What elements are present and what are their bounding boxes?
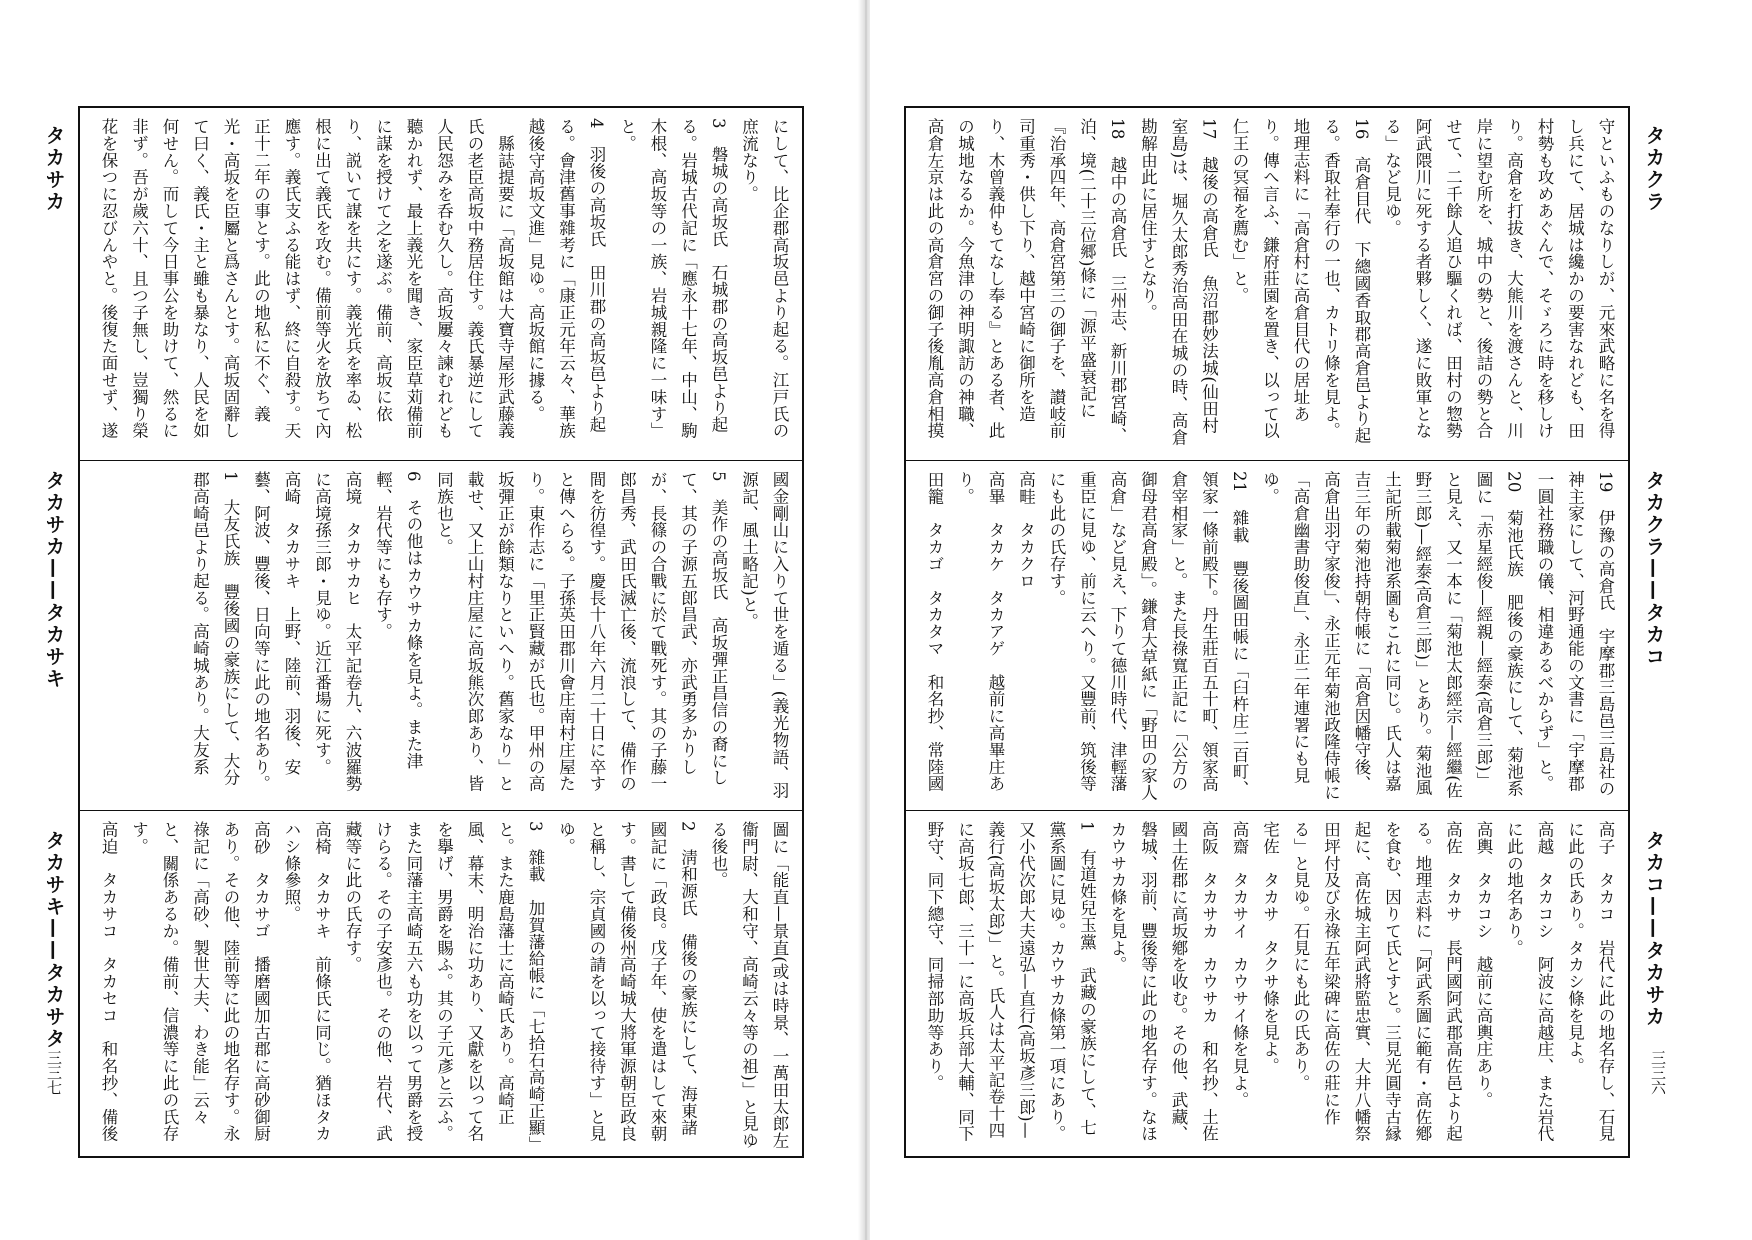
right-page bbox=[870, 0, 1752, 1240]
right-text-frame bbox=[904, 106, 1630, 1158]
left-band-top-text: にして、比企郡高坂邑より起る。江戸氏の庶流なり。 3 磐城の高坂氏 石城郡の高坂邑より起る。岩城古代記に「應永十七年、中山、駒木根、高坂等の一族、岩城親隆に一味す」と。 4 羽後の高坂氏 田川郡の高坂邑より起る。會津舊事雜考に「康正元年云々、華族越後守高坂文進」見ゆ。高坂館に據る。 縣誌提要に「高坂館は大寶寺屋形武藤義氏の老臣高坂中務居住す。義氏暴逆にして人民怨みを呑む久し。高坂屢々諫むれども聽かれず、最上義光を聞き、家臣草苅備前に謀を授けて之を遂ぶ。備前、高坂に依り、説いて謀を共にす。義光兵を率ゐ、松根に出て義氏を攻む。備前等火を放ちて內應す。義氏支ふる能はず、終に自殺す。天正十二年の事とす。此の地私に不ぐ、義光・高坂を臣屬と爲さんとす。高坂固辭して曰く、義氏・主と雖も暴なり、人民を如何せん。而して今日事公を助けて、然るに非ず。吾が歲六十、且つ子無し、豈獨り榮花を保つに忍びんやと。後復た面せず、遂 bbox=[99, 118, 789, 440]
right-side-header-2: タカクラ——タカコ bbox=[1642, 470, 1666, 668]
left-band-middle bbox=[80, 460, 802, 809]
right-page-number: 三三六 bbox=[1649, 1050, 1667, 1095]
right-band-bottom-text: 高子 タカコ 岩代に此の地名存し、石見に此の氏あり。タカシ條を見よ。 高越 タカコシ 阿波に高越庄、また岩代に此の地名あり。 高輿 タカコシ 越前に高輿庄あり。 高佐 タカサ 長門國阿武郡高佐邑より起る。地理志料に「阿武系圖に範有・高佐鄕を食む、因りて氏とすと。三見光圓寺古縁起に、高佐城主阿武將監忠實、大井八幡祭田坪付及び永祿五年梁碑に高佐の莊に作る」と見ゆ。石見にも此の氏あり。 宅佐 タカサ タクサ條を見よ。 高齋 タカサイ カウサイ條を見よ。 高阪 タカサカ カウサカ 和名抄、土佐國土佐郡に高坂鄕を收む。その他、武藏、磐城、羽前、豐後等に此の地名存す。なほカウサカ條を見よ。 1 有道姓兒玉黨 武藏の豪族にして、七黨系圖に見ゆ。カウサカ條第一項にあり。又小代次郎大夫遠弘—直行(高坂彥三郎)—義行(高坂太郎)」と。氏人は太平記卷十四に高坂七郎、三十一に高坂兵部大輔、同下野守、同下總守、同掃部助等あり。 bbox=[925, 821, 1615, 1143]
right-band-top bbox=[906, 108, 1628, 456]
left-text-frame bbox=[78, 106, 804, 1158]
left-band-bottom bbox=[80, 810, 802, 1157]
right-side-header-3: タカコ——タカサカ bbox=[1642, 830, 1666, 1028]
right-band-middle bbox=[906, 460, 1628, 809]
right-side-header-1: タカクラ bbox=[1642, 125, 1666, 213]
left-side-header-3: タカサキ——タカサタ bbox=[42, 830, 66, 1050]
right-band-bottom bbox=[906, 810, 1628, 1157]
left-side-header-2: タカサカ——タカサキ bbox=[42, 470, 66, 690]
right-band-middle-text: 19 伊豫の高倉氏 宇摩郡三島邑三島社の神主家にして、河野通能の文書に「宇摩郡一圓社務職の儀、相違あるべからず」と。 20 菊池氏族 肥後の豪族にして、菊池系圖に「赤星經俊—經親—經泰(高倉三郎)」と見え、又一本に「菊池太郎經宗—經繼(佐野三郎)—經泰(高倉三郎)」とあり。菊池風土記所載菊池系圖もこれに同じ。氏人は嘉吉三年の菊池持朝侍帳に「高倉因幡守後、高倉出羽守家俊」、永正元年菊池政隆侍帳に「高倉幽書助俊直」、永正二年連署にも見ゆ。 21 雜載 豐後圖田帳に「臼杵庄二百町、領家一條前殿下。丹生莊百五十町、領家高倉宰相家」と。また長祿寬正記に「公方の御母君高倉殿」。鎌倉大草紙に「野田の家人高倉」など見え、下りて德川時代、津輕藩重臣に見ゆ、前に云へり。又豐前、筑後等にも此の氏存す。 高畦 タカクロ 高畢 タカケ タカアゲ 越前に高畢庄あり。 田籠 タカゴ タカタマ 和名抄、常陸國 bbox=[925, 471, 1615, 801]
left-band-middle-text: 國金剛山に入りて世を遁る」(義光物語、羽源記、風土略記)と。 5 美作の高坂氏 高坂彈正昌信の裔にして、其の子源五郎昌武、亦武勇多かりしが、長篠の合戰に於て戰死す。其の子藤一郎昌秀、武田氏滅亡後、流浪して、備作の間を彷徨す。慶長十八年六月二十日に卒すと傳へらる。子孫英田郡川會庄南村庄屋たり。東作志に「里正賢藏が氏也。甲州の高坂彈正が餘類なりといへり。舊家なり」と載せ、又上山村庄屋に高坂熊次郎あり、皆同族也と。 6 その他はカウサカ條を見よ。また津輕、岩代等にも存す。 高境 タカサカヒ 太平記卷九、六波羅勢に高境孫三郎・見ゆ。近江番場に死す。 高崎 タカサキ 上野、陸前、羽後、安藝、阿波、豐後、日向等に此の地名あり。 1 大友氏族 豐後國の豪族にして、大分郡高崎邑より起る。高崎城あり。大友系 bbox=[190, 471, 789, 799]
right-band-top-text: 守といふものなりしが、元來武略に名を得し兵にて、居城は纔かの要害なれども、田村勢も攻めあぐんで、そゞろに時を移しけり。高倉を打拔き、大熊川を渡さんと、川岸に望む所を、城中の勢と、後詰の勢と合せて、二千餘人追ひ驅くれば、田村の惣勢阿武隈川に死する者夥しく、遂に敗軍となる」など見ゆ。 16 高倉目代 下總國香取郡高倉邑より起る。香取社奉行の一也、カトリ條を見よ。地理志料に「高倉村に高倉目代の居址あり。傳へ言ふ、鎌府莊園を置き、以って以仁王の冥福を薦む」と。 17 越後の高倉氏 魚沼郡妙法城(仙田村室島)は、堀久太郎秀治高田在城の時、高倉勘解由此に居住すとなり。 18 越中の高倉氏 三州志、新川郡宮崎、泊、境(二十三位郷)條に「源平盛衰記に『治承四年、高倉宮第三の御子を、讃岐前司重秀・供し下り、越中宮崎に御所を造り、木曾義仲もてなし奉る』とある者、此の城地なるか。今魚津の神明諏訪の神職、高倉左京は此の高倉宮の御子後胤高倉相摸 bbox=[925, 118, 1615, 446]
left-side-header-1: タカサカ bbox=[42, 125, 66, 213]
left-band-bottom-text: 圖に「能直—景直(或は時景、一萬田太郎左衞門尉、大和守、高崎云々等の祖)」と見ゆる後也。 2 淸和源氏 備後の豪族にして、海東諸國記に「政良。戊子年、使を遣はして來朝す。書して備後州高崎城大將軍源朝臣政良と稱し、宗貞國の請を以って接待す」と見ゆ。 3 雜載 加賀藩給帳に「七拾石高崎正顯」と。また鹿島藩士に高崎氏あり。高崎正風、幕末、明治に功あり、又獻を以って名を擧げ、男爵を賜ふ。其の子元彥と云ふ。また同藩主高崎五六も功を以って男爵を授けらる。その子安彥也。その他、岩代、武藏等に此の氏存す。 高椅 タカサキ 前條氏に同じ。猶ほタカハシ條參照。 高砂 タカサゴ 播磨國加古郡に高砂御厨あり。その他、陸前等に此の地名存す。永祿記に「高砂、製世大夫、わき能」云々と、關係あるか。備前、信濃等に此の氏存す。 高迫 タカサコ タカセコ 和名抄、備後 bbox=[99, 821, 789, 1149]
left-page bbox=[0, 0, 860, 1240]
left-band-top bbox=[80, 108, 802, 456]
left-page-number: 三三七 bbox=[45, 1050, 63, 1095]
